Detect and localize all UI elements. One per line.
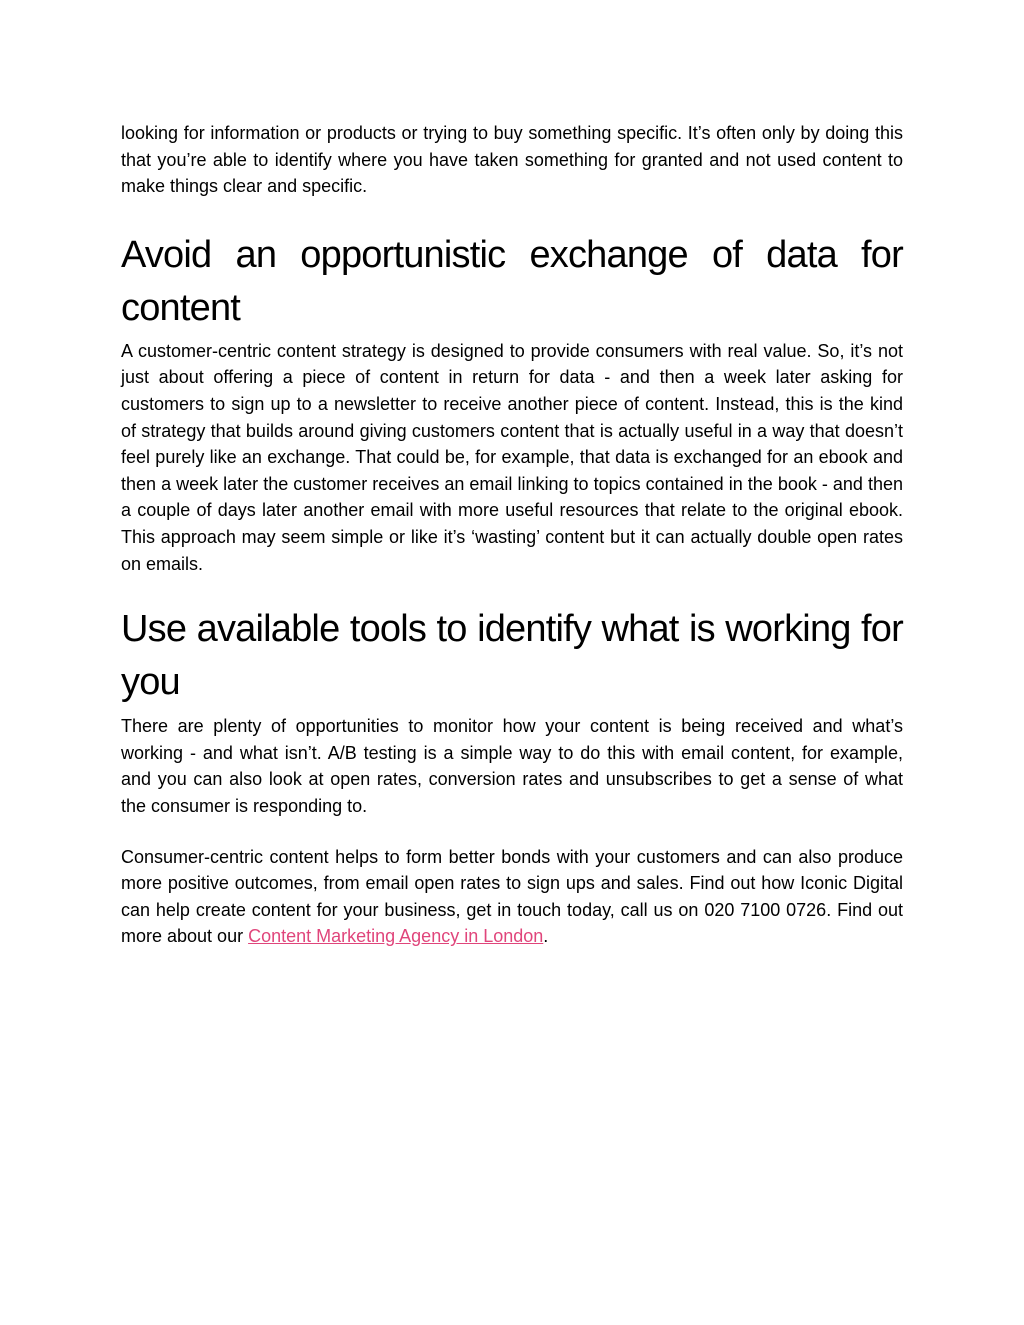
heading-use-available-tools: Use available tools to identify what is working for you bbox=[121, 608, 903, 704]
heading-avoid-opportunistic-exchange: Avoid an opportunistic exchange of data for content bbox=[121, 233, 903, 329]
closing-period: . bbox=[543, 926, 549, 947]
content-marketing-agency-link[interactable]: Content Marketing Agency in London bbox=[248, 926, 544, 947]
closing-paragraph bbox=[121, 844, 903, 950]
paragraph-customer-centric-strategy: A customer-centric content strategy is designed to provide consumers with real value. So, it’s not just about offering a piece of content in return for data - and then a week later asking for customers to sign up to a newsletter to receive another piece of content. Instead, this is the kind of strategy that builds around giving customers content that is actually useful in a way that doesn’t feel purely like an exchange. That could be, for example, that data is exchanged for an ebook and then a week later the customer receives an email linking to topics contained in the book - and then a couple of days later another email with more useful resources that relate to the original ebook. This approach may seem simple or like it’s ‘wasting’ content but it can actually double open rates on emails. bbox=[121, 340, 903, 574]
closing-text: Consumer-centric content helps to form better bonds with your customers and can also produce more positive outcomes, from email open rates to sign ups and sales. Find out how Iconic Digital can help create content for your business, get in touch today, call us on 020 7100 0726. Find out more about our bbox=[121, 846, 903, 947]
paragraph-monitor-content: There are plenty of opportunities to monitor how your content is being received and what’s working - and what isn’t. A/B testing is a simple way to do this with email content, for example, and you can also look at open rates, conversion rates and unsubscribes to get a sense of what the consumer is responding to. bbox=[121, 716, 903, 816]
intro-paragraph: looking for information or products or trying to buy something specific. It’s often only by doing this that you’re able to identify where you have taken something for granted and not used content to make things clear and specific. bbox=[121, 123, 903, 197]
document-page bbox=[121, 120, 903, 950]
